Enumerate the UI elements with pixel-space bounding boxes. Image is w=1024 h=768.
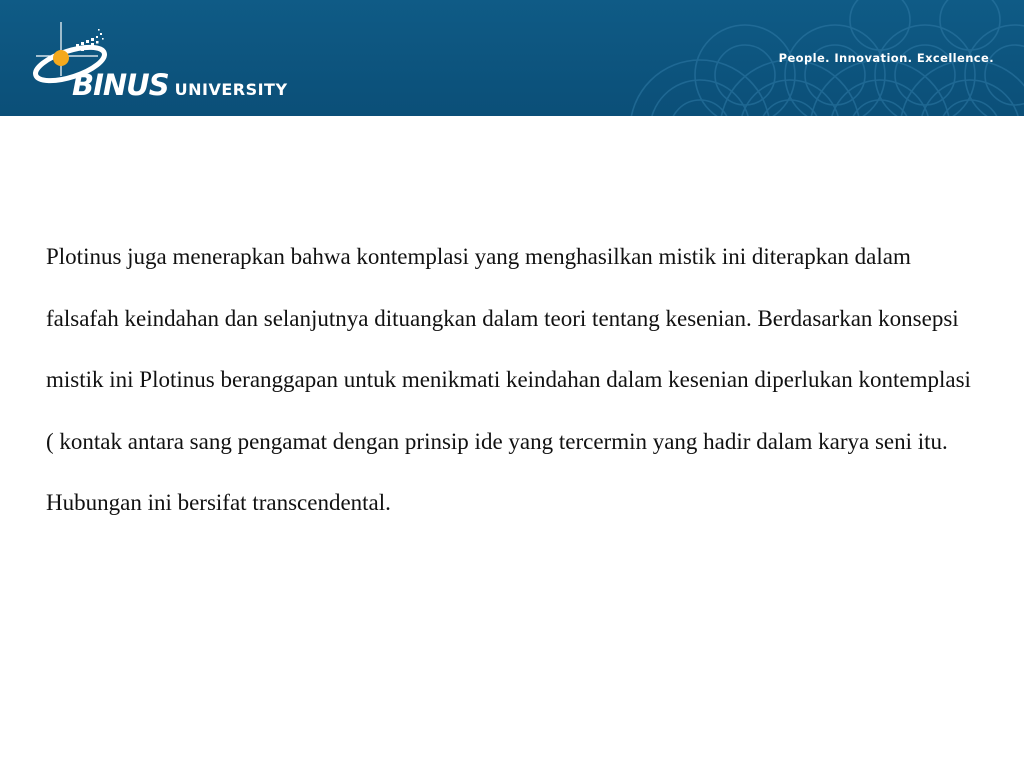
logo-binus-text: BINUS <box>72 68 169 102</box>
logo-university-text: UNIVERSITY <box>174 80 288 99</box>
header-banner <box>0 0 1024 116</box>
logo-wordmark <box>72 68 288 102</box>
binus-logo <box>28 18 298 102</box>
tagline: People. Innovation. Excellence. <box>778 51 994 65</box>
body-paragraph: Plotinus juga menerapkan bahwa kontemplasi yang menghasilkan mistik ini diterapkan dalam falsafah keindahan dan selanjutnya dituangkan dalam teori tentang kesenian. Berdasarkan konsepsi mistik ini Plotinus beranggapan untuk menikmati keindahan dalam kesenian diperlukan kontemplasi ( kontak antara sang pengamat dengan prinsip ide yang tercermin yang hadir dalam karya seni itu. Hubungan ini bersifat transcendental. <box>46 244 971 515</box>
